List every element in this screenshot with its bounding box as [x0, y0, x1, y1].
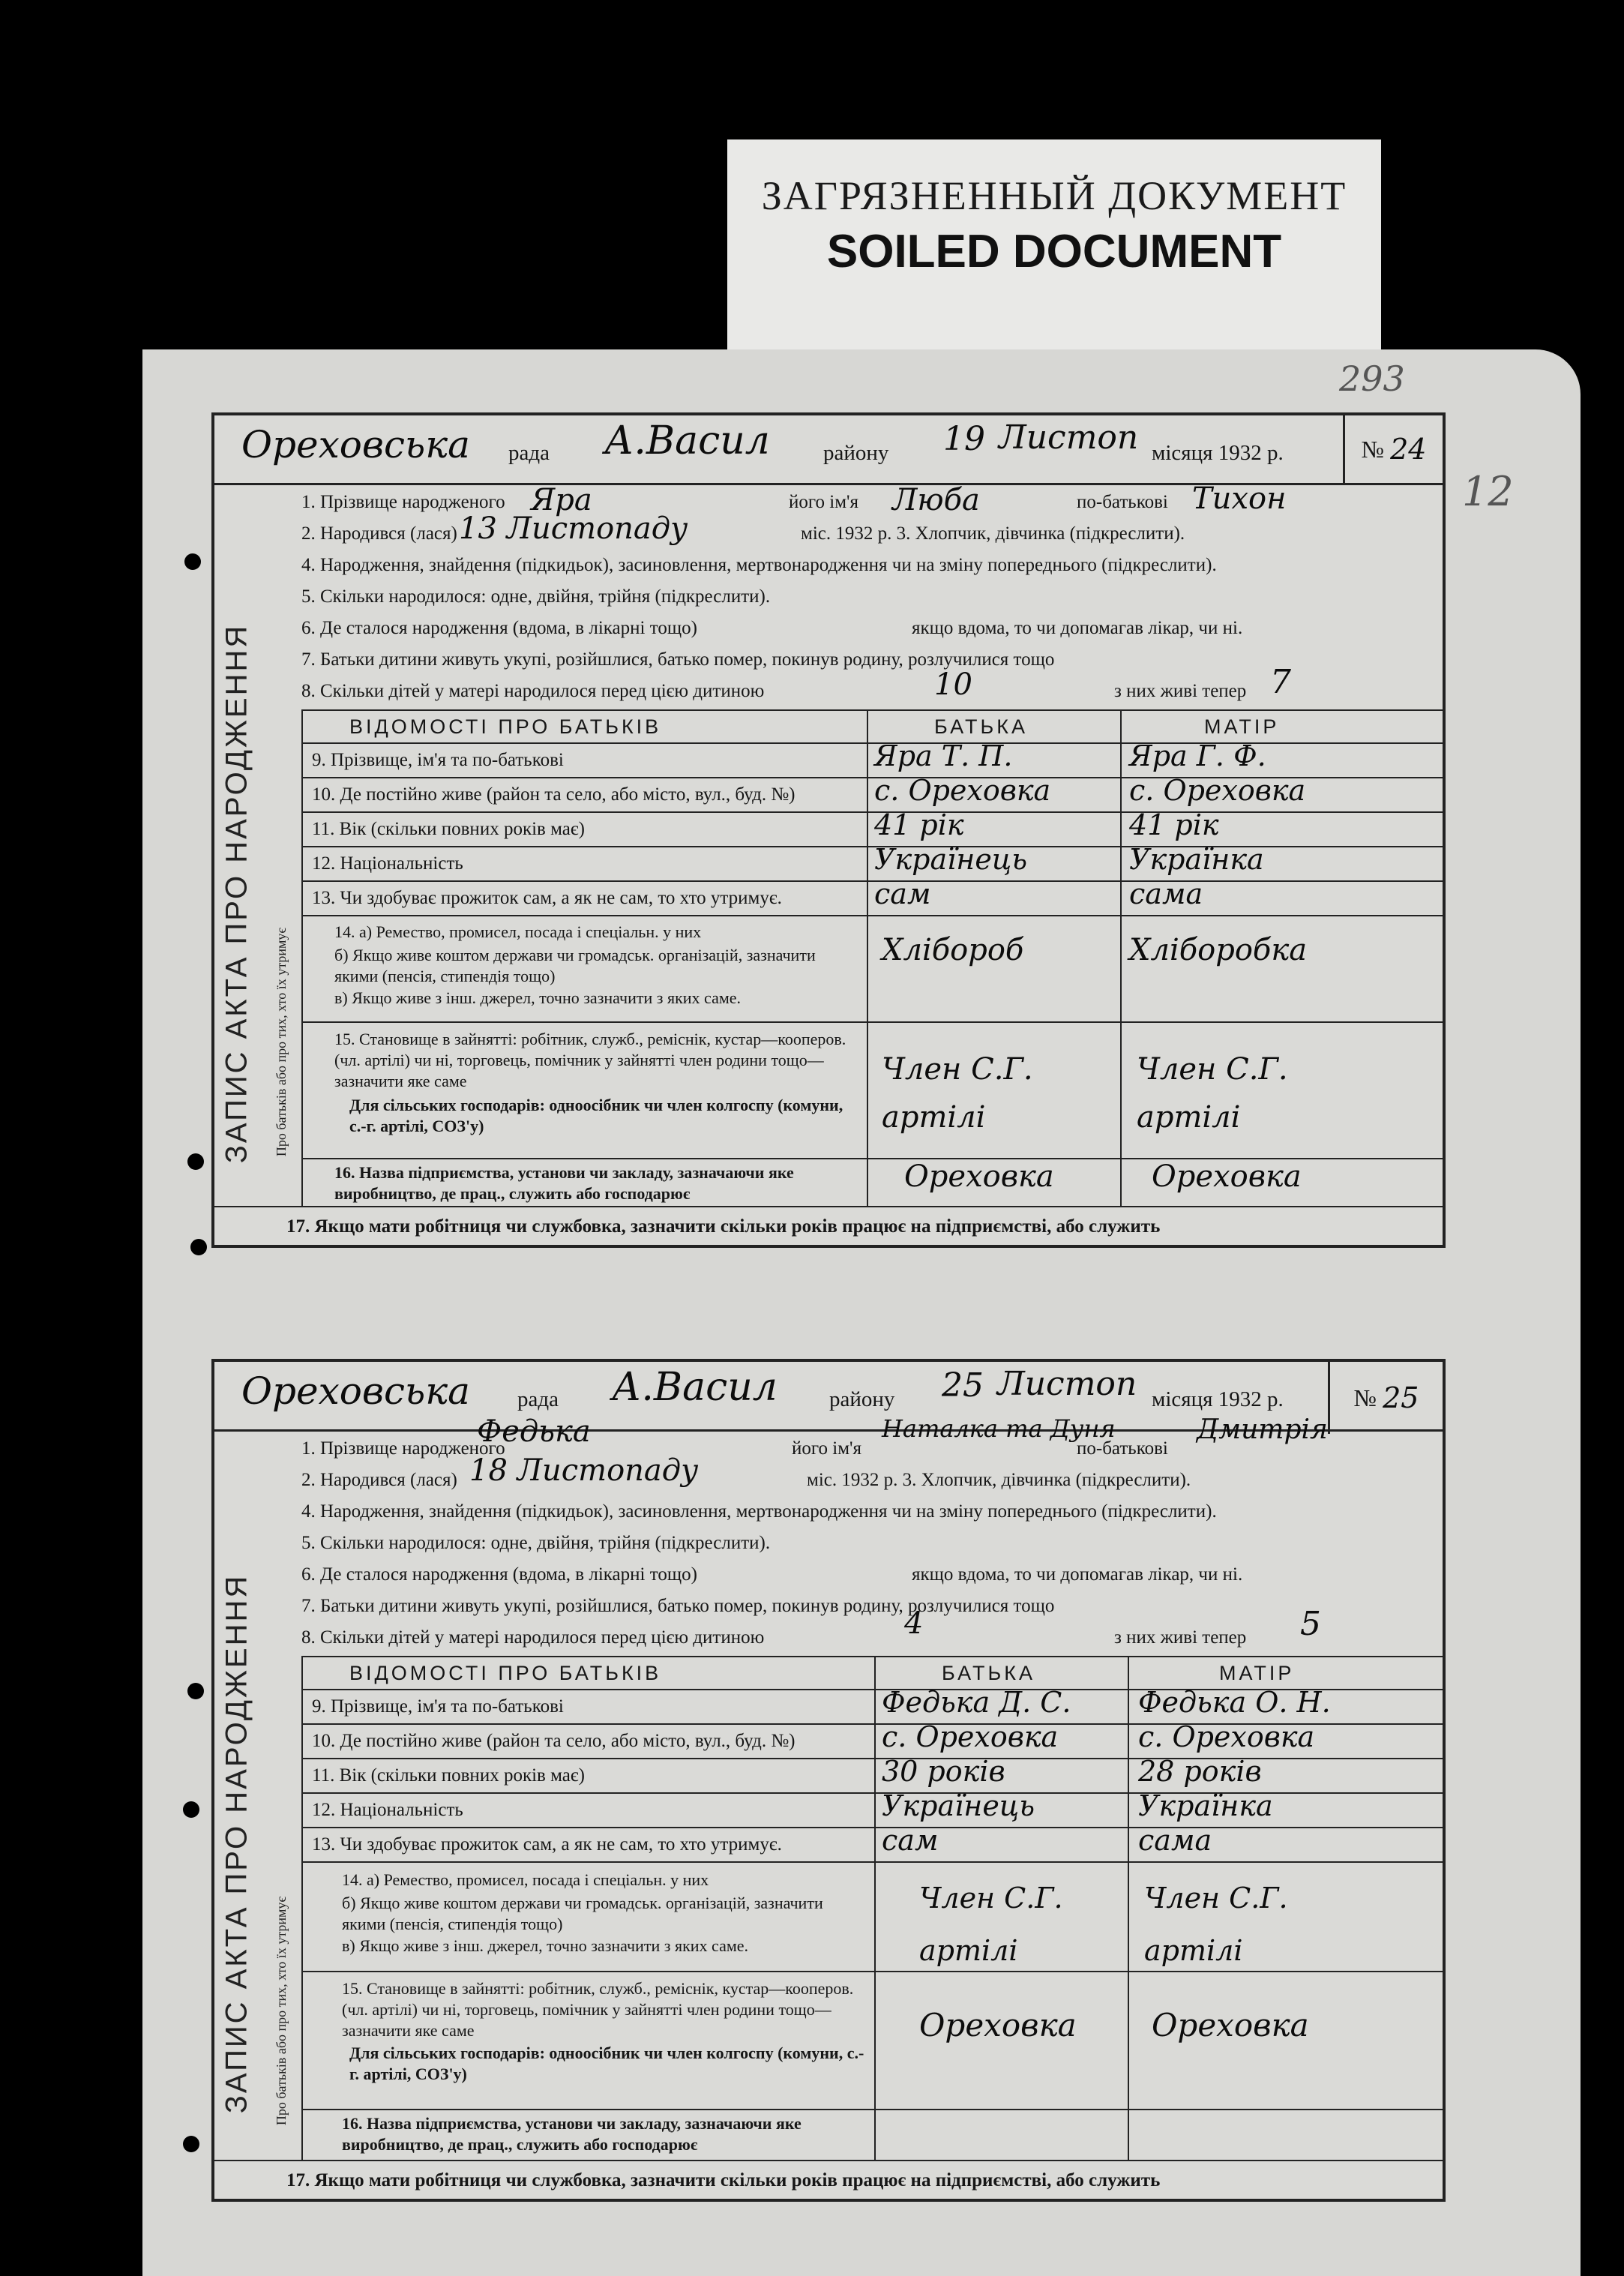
row-1-patr-label: по-батькові	[1077, 1438, 1168, 1459]
parent-row-label: 11. Вік (скільки повних років має)	[312, 1765, 585, 1786]
row-16-label: 16. Назва підприємства, установи чи закладу, зазначаючи яке виробництво, де прац., служить або господарює	[342, 2114, 802, 2154]
parent-row-father-value: Федька Д. С.	[882, 1686, 1071, 1719]
parent-row-mother-value: Українка	[1129, 843, 1264, 876]
row-7-label: 7. Батьки дитини живуть укупі, розійшлися, батько помер, покинув родину, розлучилися тощо	[301, 649, 1055, 670]
parent-row-mother-value: сама	[1138, 1824, 1212, 1857]
number-label: №	[1353, 1384, 1377, 1411]
parent-row-father-value: с. Ореховка	[882, 1720, 1059, 1753]
row-1-patronymic: Тихон	[1192, 481, 1287, 516]
record-number-box	[1343, 415, 1443, 483]
parent-row-mother-value: Федька О. Н.	[1138, 1686, 1331, 1719]
row-6-label: 6. Де сталося народження (вдома, в лікарні тощо)	[301, 1564, 697, 1585]
row-14a-label: 14. а) Ремество, промисел, посада і спеціальн. у них	[342, 1870, 709, 1889]
row-2-label: 2. Народився (лася)	[301, 523, 457, 544]
table-head-line	[301, 742, 1443, 744]
row-15-mother: Ореховка	[1152, 2007, 1309, 2044]
row-14a-label: 14. а) Ремество, промисел, посада і спеціальн. у них	[334, 922, 702, 941]
row-block-divider	[301, 709, 303, 1206]
parent-row-label: 13. Чи здобуває прожиток сам, а як не сам, то хто утримує.	[312, 1834, 782, 1855]
council-handwritten: Ореховська	[241, 423, 470, 466]
side-title-text: ЗАПИС АКТА ПРО НАРОДЖЕННЯ	[220, 1573, 253, 2113]
row-6-rest: якщо вдома, то чи допомагав лікар, чи ні.	[912, 618, 1243, 638]
council-label: рада	[517, 1387, 559, 1411]
side-subtitle	[268, 1857, 295, 2164]
row-17-top-line	[214, 1206, 1443, 1207]
parent-row-mother-value: 28 років	[1138, 1755, 1262, 1788]
parent-row-label: 9. Прізвище, ім'я та по-батькові	[312, 1696, 564, 1717]
parent-row-label: 10. Де постійно живе (район та село, або місто, вул., буд. №)	[312, 784, 796, 805]
district-label: району	[823, 441, 889, 465]
side-title	[214, 1533, 259, 2154]
parent-row-mother-value: сама	[1129, 877, 1203, 910]
row-17-label: 17. Якщо мати робітниця чи службовка, зазначити скільки років працює на підприємстві, або служить	[286, 2170, 1161, 2191]
form-header	[214, 415, 1443, 485]
margin-number-top: 293	[1339, 358, 1405, 399]
row-15-father: Член С.Г. артілі	[882, 1052, 1033, 1135]
col-divider	[1120, 709, 1122, 1206]
row-block-divider	[301, 1656, 303, 2160]
row-16-top-line	[301, 2109, 1443, 2110]
parent-row-label: 11. Вік (скільки повних років має)	[312, 819, 585, 839]
row-17-top-line	[214, 2160, 1443, 2161]
row-14-top-line	[301, 915, 1443, 916]
label-russian: ЗАГРЯЗНЕННЫЙ ДОКУМЕНТ	[761, 173, 1347, 218]
parent-row-label: 12. Національність	[312, 853, 463, 874]
parent-row-mother-value: Яра Г. Ф.	[1129, 739, 1266, 772]
row-1-surname: Федька	[477, 1414, 591, 1449]
month-handwritten: Листоп	[999, 418, 1139, 457]
number-label: №	[1361, 435, 1385, 463]
row-14c-label: в) Якщо живе з інш. джерел, точно зазначити з яких саме.	[342, 1936, 749, 1955]
table-head-info: ВІДОМОСТІ ПРО БАТЬКІВ	[349, 1662, 662, 1684]
row-1-name: Наталка та Дуня	[882, 1414, 1116, 1443]
row-2-rest: міс. 1932 р. 3. Хлопчик, дівчинка (підкреслити).	[807, 1470, 1191, 1490]
district-handwritten: А.Васил	[612, 1365, 778, 1410]
table-head-info: ВІДОМОСТІ ПРО БАТЬКІВ	[349, 715, 662, 738]
parent-row-father-value: с. Ореховка	[874, 774, 1051, 807]
row-15-father: Ореховка	[919, 2007, 1077, 2044]
row-5-label: 5. Скільки народилося: одне, двійня, трійня (підкреслити).	[301, 1533, 771, 1553]
row-14-mother: Хліборобка	[1129, 933, 1308, 967]
row-separator	[301, 811, 1443, 813]
row-2-rest: міс. 1932 р. 3. Хлопчик, дівчинка (підкреслити).	[801, 523, 1185, 544]
parent-row-father-value: Українець	[874, 843, 1028, 876]
row-15b-label: Для сільських господарів: одноосібник чи член колгоспу (комуни, с.-г. артілі, СОЗ'у)	[349, 1096, 843, 1135]
district-handwritten: А.Васил	[604, 418, 770, 463]
council-handwritten: Ореховська	[241, 1369, 470, 1413]
row-separator	[301, 846, 1443, 847]
parent-row-label: 10. Де постійно живе (район та село, або місто, вул., буд. №)	[312, 1731, 796, 1751]
parent-row-father-value: 41 рік	[874, 808, 964, 841]
row-8-label: 8. Скільки дітей у матері народилося перед цією дитиною	[301, 681, 765, 701]
row-1-label: 1. Прізвище народженого	[301, 492, 505, 512]
row-15-mother: Член С.Г. артілі	[1137, 1052, 1288, 1135]
row-15-label: 15. Становище в зайнятті: робітник, служб., реміснік, кустар—кооперов. (чл. артілі) чи ні, торговець, помічник у зайнятті член родини тощо—зазначити яке саме	[334, 1030, 846, 1090]
birth-record-form-24	[211, 412, 1446, 1248]
table-head-mother: МАТІР	[1219, 1662, 1295, 1684]
side-title-text: ЗАПИС АКТА ПРО НАРОДЖЕННЯ	[220, 623, 253, 1163]
month-handwritten: Листоп	[997, 1365, 1137, 1403]
punch-hole	[184, 553, 201, 570]
month-label: місяця 1932 р.	[1152, 1387, 1284, 1411]
row-15-top-line	[301, 1971, 1443, 1972]
punch-hole	[183, 2136, 199, 2152]
col-divider	[867, 709, 868, 1206]
row-6-rest: якщо вдома, то чи допомагав лікар, чи ні.	[912, 1564, 1243, 1585]
record-number-box	[1328, 1362, 1443, 1434]
council-label: рада	[508, 441, 550, 465]
side-subtitle-text: Про батьків або про тих, хто їх утримує	[274, 927, 289, 1156]
row-14-father: Член С.Г. артілі	[919, 1882, 1063, 1967]
row-1-name-label: його ім'я	[792, 1438, 862, 1459]
row-2-date: 13 Листопаду	[459, 511, 688, 546]
parent-row-mother-value: с. Ореховка	[1138, 1720, 1315, 1753]
table-head-mother: МАТІР	[1204, 715, 1280, 738]
row-8-children: 10	[934, 667, 972, 702]
day-handwritten: 19	[943, 420, 985, 458]
punch-hole	[187, 1153, 204, 1170]
record-number-handwritten: 24	[1390, 433, 1427, 466]
row-15-top-line	[301, 1021, 1443, 1023]
parent-row-mother-value: 41 рік	[1129, 808, 1219, 841]
row-4-label: 4. Народження, знайдення (підкидьок), засиновлення, мертвонародження чи на зміну попереднього (підкреслити).	[301, 1501, 1217, 1522]
parent-row-mother-value: Українка	[1138, 1789, 1273, 1822]
label-english: SOILED DOCUMENT	[826, 226, 1282, 277]
row-6-label: 6. Де сталося народження (вдома, в лікарні тощо)	[301, 618, 697, 638]
row-14-father: Хлібороб	[882, 933, 1024, 967]
parent-row-father-value: 30 років	[882, 1755, 1005, 1788]
row-2-date: 18 Листопаду	[469, 1453, 699, 1488]
parent-row-label: 9. Прізвище, ім'я та по-батькові	[312, 750, 564, 770]
margin-number-right-1: 12	[1462, 468, 1514, 515]
punch-hole	[190, 1239, 207, 1255]
row-16-father: Ореховка	[904, 1159, 1054, 1194]
table-top-line	[301, 709, 1443, 711]
row-8-children: 4	[904, 1606, 924, 1641]
birth-record-form-25	[211, 1359, 1446, 2202]
row-7-label: 7. Батьки дитини живуть укупі, розійшлися, батько помер, покинув родину, розлучилися тощо	[301, 1596, 1055, 1616]
day-handwritten: 25	[942, 1366, 984, 1405]
table-head-father: БАТЬКА	[942, 1662, 1035, 1684]
parent-row-father-value: Яра Т. П.	[874, 739, 1013, 772]
parent-row-father-value: сам	[874, 877, 931, 910]
parent-row-father-value: Українець	[882, 1789, 1035, 1822]
parent-row-mother-value: с. Ореховка	[1129, 774, 1306, 807]
row-8-alive: 7	[1270, 663, 1291, 701]
col-divider	[874, 1656, 876, 2160]
row-8-rest: з них живі тепер	[1114, 1627, 1247, 1648]
col-divider	[1128, 1656, 1129, 2160]
row-2-label: 2. Народився (лася)	[301, 1470, 457, 1490]
district-label: району	[829, 1387, 895, 1411]
side-subtitle-text: Про батьків або про тих, хто їх утримує	[274, 1896, 289, 2125]
parent-row-father-value: сам	[882, 1824, 939, 1857]
record-number-handwritten: 25	[1383, 1381, 1419, 1414]
row-separator	[301, 1758, 1443, 1759]
table-head-father: БАТЬКА	[934, 715, 1028, 738]
row-separator	[301, 880, 1443, 882]
side-subtitle	[268, 895, 295, 1188]
punch-hole	[183, 1801, 199, 1818]
row-16-label: 16. Назва підприємства, установи чи закладу, зазначаючи яке виробництво, де прац., служить або господарює	[334, 1163, 794, 1203]
row-1-patr-label: по-батькові	[1077, 492, 1168, 512]
row-8-label: 8. Скільки дітей у матері народилося перед цією дитиною	[301, 1627, 765, 1648]
row-14c-label: в) Якщо живе з інш. джерел, точно зазначити з яких саме.	[334, 988, 742, 1007]
row-14b-label: б) Якщо живе коштом держави чи громадськ. організацій, зазначити якими (пенсія, стипендія тощо)	[342, 1894, 823, 1933]
parent-row-label: 13. Чи здобуває прожиток сам, а як не сам, то хто утримує.	[312, 888, 782, 908]
row-15b-label: Для сільських господарів: одноосібник чи член колгоспу (комуни, с.-г. артілі, СОЗ'у)	[349, 2044, 864, 2083]
row-1-name: Люба	[892, 483, 980, 517]
punch-hole	[187, 1683, 204, 1699]
row-separator	[301, 1827, 1443, 1828]
row-17-label: 17. Якщо мати робітниця чи службовка, зазначити скільки років працює на підприємстві, або служить	[286, 1216, 1161, 1237]
row-5-label: 5. Скільки народилося: одне, двійня, трійня (підкреслити).	[301, 586, 771, 607]
row-4-label: 4. Народження, знайдення (підкидьок), засиновлення, мертвонародження чи на зміну попереднього (підкреслити).	[301, 555, 1217, 575]
parent-row-label: 12. Національність	[312, 1800, 463, 1820]
row-16-mother: Ореховка	[1152, 1159, 1302, 1194]
row-1-name-label: його ім'я	[789, 492, 859, 512]
row-1-label: 1. Прізвище народженого	[301, 1438, 505, 1459]
side-title	[214, 586, 259, 1200]
row-8-alive: 5	[1300, 1605, 1321, 1643]
row-14-top-line	[301, 1861, 1443, 1863]
table-top-line	[301, 1656, 1443, 1657]
row-15-label: 15. Становище в зайнятті: робітник, служб., реміснік, кустар—кооперов. (чл. артілі) чи ні, торговець, помічник у зайнятті член родини тощо—зазначити яке саме	[342, 1979, 854, 2040]
row-8-rest: з них живі тепер	[1114, 681, 1247, 701]
month-label: місяця 1932 р.	[1152, 441, 1284, 465]
row-14-mother: Член С.Г. артілі	[1144, 1882, 1288, 1967]
row-14b-label: б) Якщо живе коштом держави чи громадськ. організацій, зазначити якими (пенсія, стипендія тощо)	[334, 946, 816, 985]
row-1-patronymic: Дмитрія	[1197, 1414, 1328, 1445]
row-1-surname: Яра	[531, 483, 592, 517]
